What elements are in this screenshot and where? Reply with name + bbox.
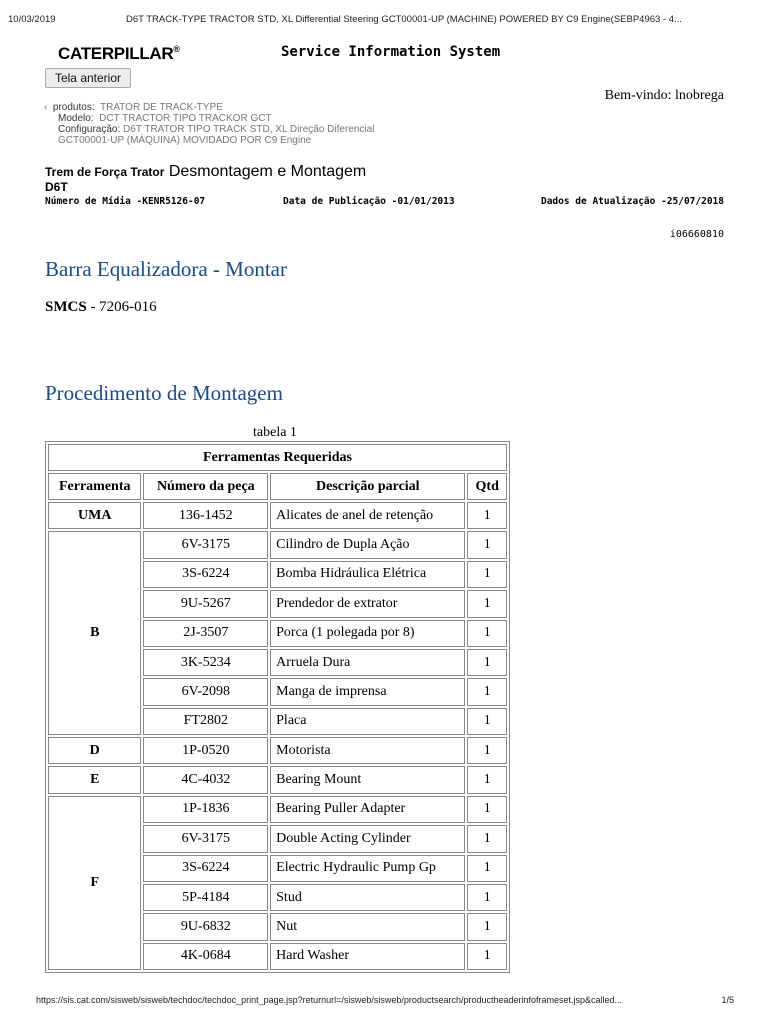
caterpillar-logo: CATERPILLAR® (58, 44, 180, 63)
tools-table (45, 441, 510, 973)
document-title-small: Trem de Força Trator (45, 165, 165, 179)
description-cell: Prendedor de extrator (270, 590, 465, 617)
reference-id: i06660810 (669, 229, 724, 240)
description-cell: Stud (270, 884, 465, 911)
quantity-cell: 1 (467, 737, 507, 764)
print-doc-title: D6T TRACK-TYPE TRACTOR STD, XL Differential Steering GCT00001-UP (MACHINE) POWERED BY C9 Engine(SEBP4963 - 4... (126, 14, 682, 25)
description-cell: Alicates de anel de retenção (270, 502, 465, 529)
quantity-cell: 1 (467, 943, 507, 970)
tool-group-cell: E (48, 766, 141, 793)
description-cell: Electric Hydraulic Pump Gp (270, 855, 465, 882)
document-title (45, 163, 366, 181)
table-row (48, 766, 507, 793)
quantity-cell: 1 (467, 855, 507, 882)
page-heading: Barra Equalizadora - Montar (45, 257, 287, 281)
system-title: Service Information System (281, 44, 501, 60)
part-number-cell: 1P-1836 (143, 796, 268, 823)
part-number-cell: 1P-0520 (143, 737, 268, 764)
description-cell: Bomba Hidráulica Elétrica (270, 561, 465, 588)
quantity-cell: 1 (467, 884, 507, 911)
update-date: Dados de Atualização -25/07/2018 (540, 196, 724, 207)
produtos-value: TRATOR DE TRACK-TYPE (100, 102, 223, 113)
tool-group-cell: D (48, 737, 141, 764)
description-cell: Placa (270, 708, 465, 735)
part-number-cell: 4K-0684 (143, 943, 268, 970)
header-ferramenta: Ferramenta (48, 473, 141, 500)
quantity-cell: 1 (467, 561, 507, 588)
smcs-code (45, 299, 157, 316)
procedure-heading: Procedimento de Montagem (45, 381, 283, 405)
welcome-text: Bem-vindo: lnobrega (604, 88, 724, 103)
part-number-cell: 9U-6832 (143, 913, 268, 940)
part-number-cell: 6V-2098 (143, 678, 268, 705)
description-cell: Double Acting Cylinder (270, 825, 465, 852)
table-row (48, 737, 507, 764)
media-number: Número de Mídia -KENR5126-07 (45, 196, 206, 207)
part-number-cell: 3S-6224 (143, 561, 268, 588)
tool-group-cell: UMA (48, 502, 141, 529)
tool-group-cell: B (48, 531, 141, 735)
quantity-cell: 1 (467, 708, 507, 735)
produtos-label: produtos: (52, 102, 95, 113)
quantity-cell: 1 (467, 620, 507, 647)
print-date: 10/03/2019 (8, 14, 56, 25)
header-numero-peca: Número da peça (143, 473, 268, 500)
part-number-cell: 3K-5234 (143, 649, 268, 676)
product-info (44, 102, 374, 146)
part-number-cell: 4C-4032 (143, 766, 268, 793)
part-number-cell: 5P-4184 (143, 884, 268, 911)
quantity-cell: 1 (467, 678, 507, 705)
part-number-cell: FT2802 (143, 708, 268, 735)
part-number-cell: 2J-3507 (143, 620, 268, 647)
header-descricao: Descrição parcial (270, 473, 465, 500)
smcs-value: - 7206-016 (86, 299, 157, 315)
table-row (48, 531, 507, 558)
document-model: D6T (45, 180, 68, 194)
quantity-cell: 1 (467, 766, 507, 793)
back-button[interactable]: Tela anterior (45, 68, 131, 88)
quantity-cell: 1 (467, 913, 507, 940)
table-title: Ferramentas Requeridas (48, 444, 507, 471)
quantity-cell: 1 (467, 825, 507, 852)
footer-url: https://sis.cat.com/sisweb/sisweb/techdoc/techdoc_print_page.jsp?returnurl=/sisweb/sisweb/productsearch/productheaderinfoframeset.jsp&called... (36, 995, 623, 1005)
header-qtd: Qtd (467, 473, 507, 500)
quantity-cell: 1 (467, 531, 507, 558)
part-number-cell: 3S-6224 (143, 855, 268, 882)
description-cell: Bearing Puller Adapter (270, 796, 465, 823)
description-cell: Bearing Mount (270, 766, 465, 793)
document-title-big: Desmontagem e Montagem (168, 163, 367, 180)
description-cell: Motorista (270, 737, 465, 764)
tool-group-cell: F (48, 796, 141, 970)
part-number-cell: 6V-3175 (143, 825, 268, 852)
table-caption: tabela 1 (253, 425, 297, 440)
quantity-cell: 1 (467, 796, 507, 823)
part-number-cell: 6V-3175 (143, 531, 268, 558)
part-number-cell: 9U-5267 (143, 590, 268, 617)
table-row (48, 796, 507, 823)
description-cell: Arruela Dura (270, 649, 465, 676)
description-cell: Manga de imprensa (270, 678, 465, 705)
registered-mark-icon: ® (173, 44, 180, 54)
quantity-cell: 1 (467, 502, 507, 529)
part-number-cell: 136-1452 (143, 502, 268, 529)
config-label: Configuração: (58, 124, 121, 135)
footer-page-number: 1/5 (721, 995, 734, 1005)
modelo-label: Modelo: (58, 113, 94, 124)
description-cell: Hard Washer (270, 943, 465, 970)
config-value-2: GCT00001-UP (MÁQUINA) MOVIDADO POR C9 Engine (58, 135, 312, 146)
description-cell: Porca (1 polegada por 8) (270, 620, 465, 647)
table-row (48, 502, 507, 529)
config-value: D6T TRATOR TIPO TRACK STD, XL Direção Diferencial (123, 124, 375, 135)
description-cell: Cilindro de Dupla Ação (270, 531, 465, 558)
modelo-value: DCT TRACTOR TIPO TRACKOR GCT (99, 113, 272, 124)
publication-date: Data de Publicação -01/01/2013 (283, 196, 455, 207)
quantity-cell: 1 (467, 590, 507, 617)
quantity-cell: 1 (467, 649, 507, 676)
smcs-label: SMCS (45, 299, 87, 315)
tools-table-body (48, 502, 507, 970)
description-cell: Nut (270, 913, 465, 940)
chevron-left-icon: ‹ (44, 102, 48, 113)
